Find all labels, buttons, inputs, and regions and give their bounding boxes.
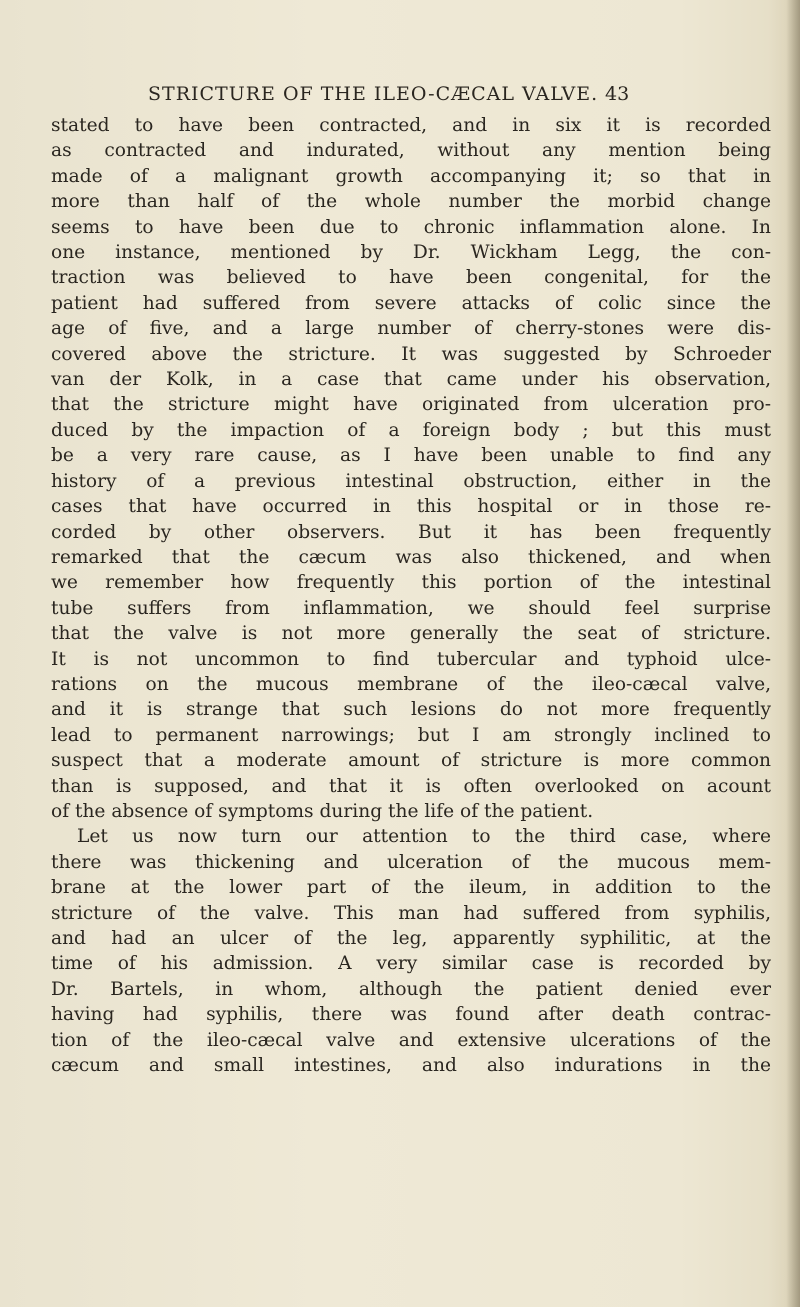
text-line: than is supposed, and that it is often overlooked on acount [51, 775, 771, 797]
running-head: STRICTURE OF THE ILEO-CÆCAL VALVE. [148, 83, 599, 105]
text-line: brane at the lower part of the ileum, in addition to the [51, 877, 771, 899]
text-line: suspect that a moderate amount of stricture is more common [51, 750, 771, 772]
text-line: having had syphilis, there was found after death contrac- [51, 1004, 771, 1026]
page-edge-shadow [786, 0, 800, 1307]
text-line: stricture of the valve. This man had suffered from syphilis, [51, 902, 771, 924]
body-text [51, 113, 771, 1078]
text-line: traction was believed to have been congenital, for the [51, 267, 771, 289]
text-line: corded by other observers. But it has been frequently [51, 521, 771, 543]
text-line: van der Kolk, in a case that came under his observation, [51, 369, 771, 391]
text-line: lead to permanent narrowings; but I am strongly inclined to [51, 724, 771, 746]
text-line: rations on the mucous membrane of the ileo-cæcal valve, [51, 673, 771, 695]
page-number: 43 [605, 83, 630, 105]
text-line: time of his admission. A very similar case is recorded by [51, 953, 771, 975]
text-line: made of a malignant growth accompanying it; so that in [51, 165, 771, 187]
text-line: there was thickening and ulceration of the mucous mem- [51, 851, 771, 873]
text-line: duced by the impaction of a foreign body ; but this must [51, 419, 771, 441]
text-line: of the absence of symptoms during the life of the patient. [51, 800, 594, 822]
text-line: tube suffers from inflammation, we should feel surprise [51, 597, 771, 619]
text-line: and had an ulcer of the leg, apparently syphilitic, at the [51, 928, 771, 949]
text-line: that the stricture might have originated from ulceration pro- [51, 394, 771, 416]
text-line: It is not uncommon to find tubercular and typhoid ulce- [51, 648, 771, 670]
text-line: stated to have been contracted, and in six it is recorded [51, 115, 771, 136]
text-line: covered above the stricture. It was suggested by Schroeder [51, 343, 771, 365]
text-line: cæcum and small intestines, and also indurations in the [51, 1055, 771, 1077]
text-line: as contracted and indurated, without any mention being [51, 140, 771, 162]
text-line: patient had suffered from severe attacks of colic since the [51, 292, 771, 314]
text-line: cases that have occurred in this hospital or in those re- [51, 496, 771, 518]
text-line: seems to have been due to chronic inflammation alone. In [51, 216, 771, 238]
text-line: remarked that the cæcum was also thickened, and when [51, 546, 771, 568]
text-line: more than half of the whole number the morbid change [51, 191, 771, 213]
text-line: one instance, mentioned by Dr. Wickham Legg, the con- [51, 242, 771, 264]
text-line: Let us now turn our attention to the third case, where [77, 826, 771, 848]
text-line: age of five, and a large number of cherry-stones were dis- [51, 318, 771, 340]
text-line: be a very rare cause, as I have been unable to find any [51, 445, 771, 467]
text-line: Dr. Bartels, in whom, although the patient denied ever [51, 978, 771, 1000]
text-line: and it is strange that such lesions do not more frequently [51, 699, 771, 721]
text-line: tion of the ileo-cæcal valve and extensive ulcerations of the [51, 1029, 771, 1051]
text-line: history of a previous intestinal obstruction, either in the [51, 470, 771, 492]
text-line: we remember how frequently this portion of the intestinal [51, 572, 771, 594]
text-line: that the valve is not more generally the seat of stricture. [51, 623, 771, 645]
